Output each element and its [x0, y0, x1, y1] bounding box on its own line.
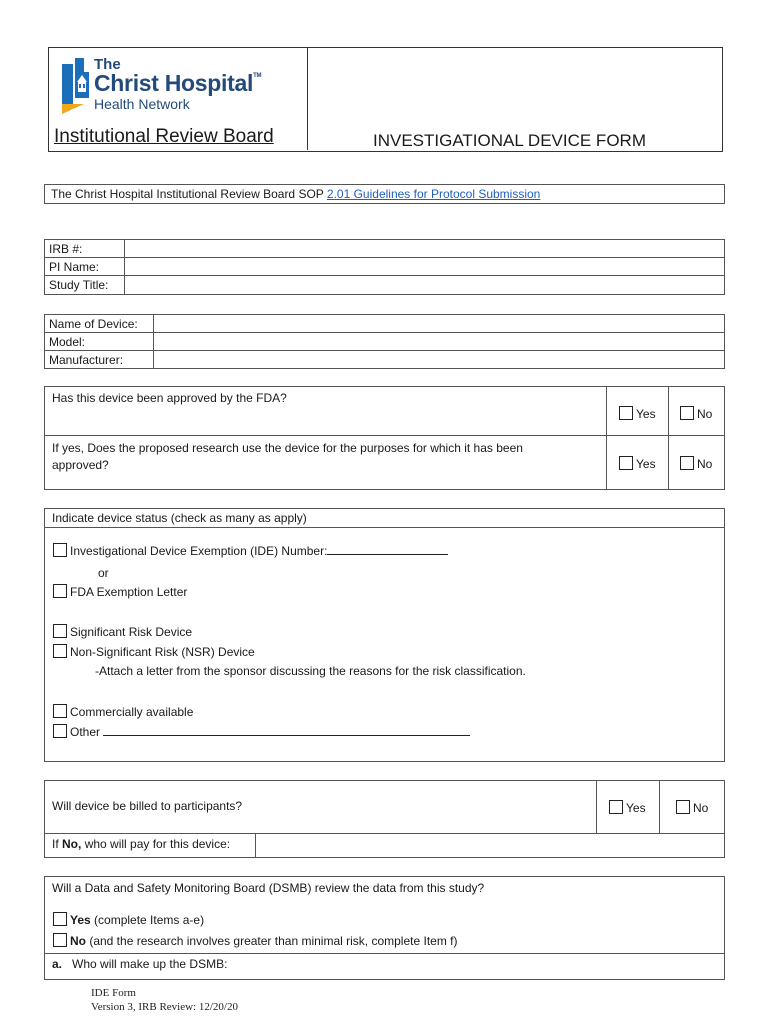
checkbox-icon[interactable] — [53, 912, 67, 926]
device-name-row — [45, 315, 724, 333]
dsmb-question: Will a Data and Safety Monitoring Board (DSMB) review the data from this study? — [52, 881, 485, 895]
dsmb-no-option[interactable] — [53, 933, 457, 949]
dsmb-yes-text: (complete Items a-e) — [90, 913, 205, 927]
payer-bold: No, — [62, 837, 82, 851]
fda-q1-yes-label: Yes — [636, 407, 656, 421]
manufacturer-field[interactable] — [154, 351, 724, 368]
sop-box — [44, 184, 725, 204]
pi-label: PI Name: — [45, 258, 125, 275]
pi-row — [45, 258, 724, 276]
fda-row-divider — [45, 435, 724, 436]
title-field[interactable] — [125, 276, 724, 294]
fda-q1-no-label: No — [697, 407, 713, 421]
commercial-label: Commercially available — [70, 705, 194, 719]
payer-suffix: who will pay for this device: — [81, 837, 231, 851]
other-label: Other — [70, 725, 101, 739]
status-table — [44, 508, 725, 762]
dsmb-row-divider — [45, 953, 724, 954]
irb-field[interactable] — [125, 240, 724, 257]
fda-q2-no[interactable] — [680, 456, 712, 472]
checkbox-icon[interactable] — [53, 933, 67, 947]
logo-name-text: Christ Hospital — [94, 70, 254, 96]
fda-letter-option[interactable] — [53, 584, 187, 600]
hospital-logo — [62, 56, 292, 118]
checkbox-icon[interactable] — [619, 456, 633, 470]
fda-q1-no[interactable] — [680, 406, 712, 422]
nsr-option[interactable] — [53, 644, 255, 660]
checkbox-icon[interactable] — [676, 800, 690, 814]
fda-q2-no-label: No — [697, 457, 713, 471]
checkbox-icon[interactable] — [53, 644, 67, 658]
other-line[interactable] — [103, 724, 470, 736]
model-field[interactable] — [154, 333, 724, 350]
status-header: Indicate device status (check as many as apply) — [52, 511, 307, 525]
logo-name — [94, 70, 261, 97]
checkbox-icon[interactable] — [53, 724, 67, 738]
header-divider — [307, 48, 308, 150]
model-row — [45, 333, 724, 351]
fda-question-2: If yes, Does the proposed research use the device for the purposes for which it has been approved? — [52, 441, 523, 472]
dsmb-yes-bold: Yes — [70, 913, 91, 927]
sop-text: The Christ Hospital Institutional Review Board SOP — [51, 187, 327, 201]
billing-col-divider-2 — [659, 781, 660, 833]
checkbox-icon[interactable] — [53, 624, 67, 638]
irb-label: IRB #: — [45, 240, 125, 257]
billing-yes[interactable] — [609, 800, 646, 816]
irb-row — [45, 240, 724, 258]
payer-field[interactable] — [256, 834, 724, 857]
ide-option[interactable] — [53, 543, 448, 559]
dsmb-yes-option[interactable] — [53, 912, 204, 928]
billing-yes-label: Yes — [626, 801, 646, 815]
board-title: Institutional Review Board — [54, 126, 274, 147]
fda-table — [44, 386, 725, 490]
payer-prefix: If — [52, 837, 63, 851]
device-name-label: Name of Device: — [45, 315, 154, 332]
checkbox-icon[interactable] — [680, 406, 694, 420]
manufacturer-label: Manufacturer: — [45, 351, 154, 368]
header-box — [48, 47, 723, 152]
significant-label: Significant Risk Device — [70, 625, 193, 639]
significant-option[interactable] — [53, 624, 192, 640]
checkbox-icon[interactable] — [680, 456, 694, 470]
fda-letter-label: FDA Exemption Letter — [70, 585, 188, 599]
hospital-logo-icon — [62, 58, 92, 114]
attach-note: -Attach a letter from the sponsor discussing the reasons for the risk classification. — [95, 664, 526, 678]
model-label: Model: — [45, 333, 154, 350]
logo-network: Health Network — [94, 96, 190, 112]
fda-q2-yes[interactable] — [619, 456, 656, 472]
form-title: INVESTIGATIONAL DEVICE FORM — [373, 131, 646, 150]
checkbox-icon[interactable] — [609, 800, 623, 814]
fda-col-divider-1 — [606, 387, 607, 489]
status-header-divider — [45, 527, 724, 528]
fda-q2-yes-label: Yes — [636, 457, 656, 471]
dsmb-table — [44, 876, 725, 980]
commercial-option[interactable] — [53, 704, 193, 720]
item-a-letter: a. — [52, 957, 63, 971]
pi-field[interactable] — [125, 258, 724, 275]
manufacturer-row — [45, 351, 724, 368]
nsr-label: Non-Significant Risk (NSR) Device — [70, 645, 255, 659]
sop-link[interactable]: 2.01 Guidelines for Protocol Submission — [326, 187, 541, 201]
dsmb-no-bold: No — [70, 934, 86, 948]
logo-the: The — [94, 56, 121, 73]
checkbox-icon[interactable] — [53, 704, 67, 718]
billing-question: Will device be billed to participants? — [52, 799, 243, 813]
footer — [91, 986, 238, 1014]
fda-question-1: Has this device been approved by the FDA? — [52, 391, 287, 405]
study-table — [44, 239, 725, 295]
checkbox-icon[interactable] — [53, 543, 67, 557]
device-name-field[interactable] — [154, 315, 724, 332]
other-option[interactable] — [53, 724, 470, 740]
footer-version: Version 3, IRB Review: 12/20/20 — [91, 1001, 238, 1013]
checkbox-icon[interactable] — [53, 584, 67, 598]
logo-tm: TM — [253, 73, 262, 79]
title-label: Study Title: — [45, 276, 125, 294]
footer-form-name: IDE Form — [91, 987, 136, 999]
dsmb-no-text: (and the research involves greater than minimal risk, complete Item f) — [86, 934, 458, 948]
item-a-text: Who will make up the DSMB: — [72, 957, 228, 971]
dsmb-item-a — [52, 957, 227, 972]
billing-table — [44, 780, 725, 858]
title-row — [45, 276, 724, 294]
ide-label: Investigational Device Exemption (IDE) Number: — [70, 544, 328, 558]
billing-no[interactable] — [676, 800, 708, 816]
device-table — [44, 314, 725, 369]
billing-no-label: No — [693, 801, 709, 815]
payer-label — [52, 837, 230, 852]
fda-q1-yes[interactable] — [619, 406, 656, 422]
billing-col-divider-1 — [596, 781, 597, 833]
fda-col-divider-2 — [668, 387, 669, 489]
or-text: or — [98, 566, 109, 580]
ide-number-line[interactable] — [327, 543, 448, 555]
checkbox-icon[interactable] — [619, 406, 633, 420]
